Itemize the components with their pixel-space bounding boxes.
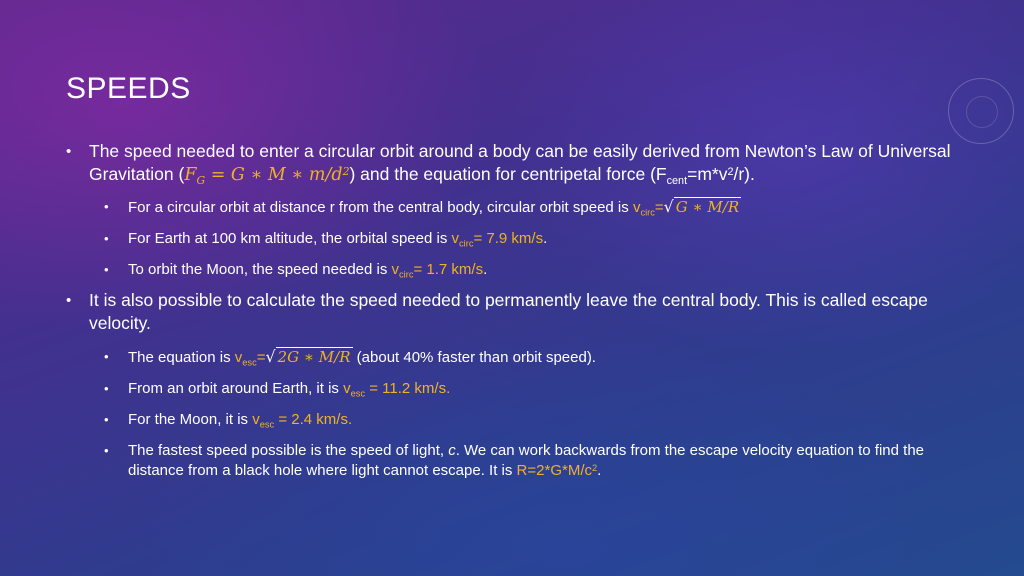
bullet-text: /r). (733, 164, 755, 184)
bullet-text: =m*v (687, 164, 728, 184)
bullet-text: The speed needed to enter a circular orbit around a body can be easily derived from Newton’s Law of Universal Gravitation ( (89, 141, 951, 184)
gravitation-formula: $F_G = G$ ∗ M ∗ $m/d^2$ (184, 165, 350, 187)
superscript: 2 (727, 166, 734, 179)
sqrt-formula: √ 2G ∗ M/R (265, 347, 351, 366)
bullet-circular-orbit (60, 140, 960, 187)
sub-bullet-orbit-speed-equation: • For a circular orbit at distance r from the central body, circular orbit speed is $v_{circ}=√$ G ∗ M/R (60, 197, 960, 218)
sqrt-formula: √ G ∗ M/R (663, 197, 740, 216)
sub-bullet-earth-orbit: • For Earth at 100 km altitude, the orbital speed is $v_{circ}= 7.9$ km/s. (60, 229, 960, 249)
decorative-ring-inner (966, 96, 998, 128)
slide-title: SPEEDS (66, 72, 191, 105)
bullet-text: ) and the equation for centripetal force (F (349, 164, 667, 184)
sub-bullet-escape-equation: • The equation is $v_{esc}=√$ 2G ∗ M/R (about 40% faster than orbit speed). (60, 347, 960, 368)
sub-bullet-speed-of-light: • The fastest speed possible is the speed of light, c. We can work backwards from the escape velocity equation to find the distance from a black hole where light cannot escape. It is $R=2*G*M/c^2$. (60, 441, 960, 481)
subscript: cent (666, 174, 688, 187)
sub-bullet-earth-escape: • From an orbit around Earth, it is $v_{esc} = 11.2$ km/s. (60, 379, 960, 399)
slide-content (60, 140, 960, 481)
sub-bullet-moon-escape: • For the Moon, it is $v_{esc} = 2.4$ km/s. (60, 410, 960, 430)
sub-bullet-moon-orbit: • To orbit the Moon, the speed needed is $v_{circ}= 1.7$ km/s. (60, 260, 960, 280)
bullet-escape-velocity: • It is also possible to calculate the speed needed to permanently leave the central body. This is called escape velocity. (60, 289, 960, 335)
